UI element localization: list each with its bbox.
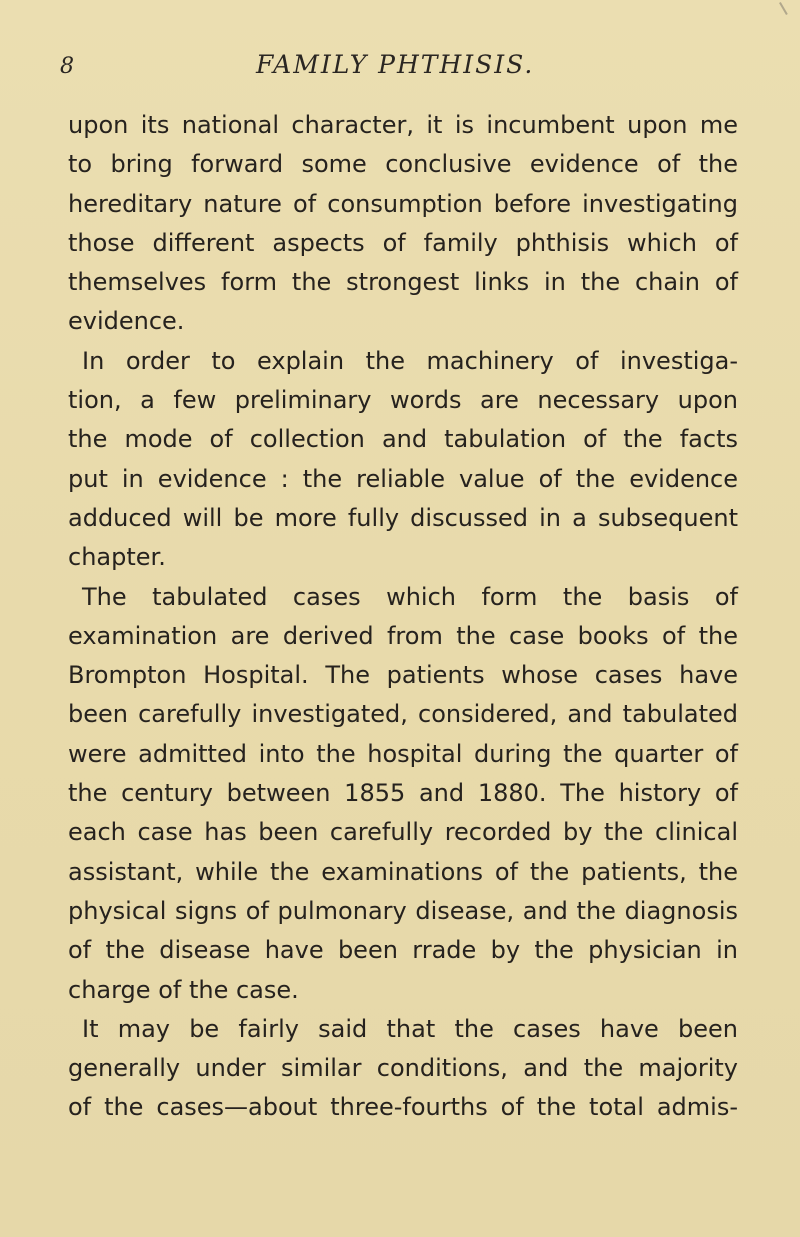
- text-line: hereditary nature of consumption before investigating: [68, 189, 738, 218]
- text-line: It may be fairly said that the cases have been: [82, 1014, 738, 1043]
- text-line: upon its national character, it is incumbent upon me: [68, 111, 738, 139]
- text-line: those different aspects of family phthisis which of: [68, 228, 738, 257]
- text-line: themselves form the strongest links in the chain of: [68, 268, 738, 297]
- running-title: FAMILY PHTHISIS.: [256, 50, 535, 79]
- text-line: to bring forward some conclusive evidence of the: [68, 150, 738, 179]
- text-line: were admitted into the hospital during the quarter of: [68, 739, 738, 768]
- text-line: charge of the case.: [68, 975, 299, 1004]
- text-line: generally under similar conditions, and the majority: [68, 1054, 738, 1083]
- text-line: assistant, while the examinations of the patients, the: [68, 857, 738, 886]
- text-line: chapter.: [68, 543, 166, 572]
- page-header: [60, 50, 760, 90]
- text-line: of the disease have been rrade by the physician in: [68, 936, 738, 965]
- text-line: evidence.: [68, 307, 185, 336]
- text-line: the mode of collection and tabulation of the facts: [68, 425, 738, 454]
- text-line: the century between 1855 and 1880. The history of: [68, 779, 738, 808]
- page-number: 8: [60, 54, 74, 79]
- scan-mark: [779, 0, 793, 15]
- text-line: Brompton Hospital. The patients whose cases have: [68, 661, 738, 690]
- text-line: The tabulated cases which form the basis of: [82, 582, 738, 611]
- text-line: been carefully investigated, considered, and tabulated: [68, 700, 738, 729]
- text-line: adduced will be more fully discussed in a subsequent: [68, 503, 738, 532]
- text-line: each case has been carefully recorded by the clinical: [68, 818, 738, 847]
- text-line: examination are derived from the case books of the: [68, 621, 738, 650]
- body-text: [68, 106, 738, 1128]
- text-line: physical signs of pulmonary disease, and the diagnosis: [68, 896, 738, 925]
- text-line: tion, a few preliminary words are necessary upon: [68, 386, 738, 415]
- text-line: put in evidence : the reliable value of the evidence: [68, 464, 738, 493]
- text-line: of the cases—about three-fourths of the total admis-: [68, 1093, 738, 1122]
- text-line: In order to explain the machinery of investiga-: [82, 346, 738, 375]
